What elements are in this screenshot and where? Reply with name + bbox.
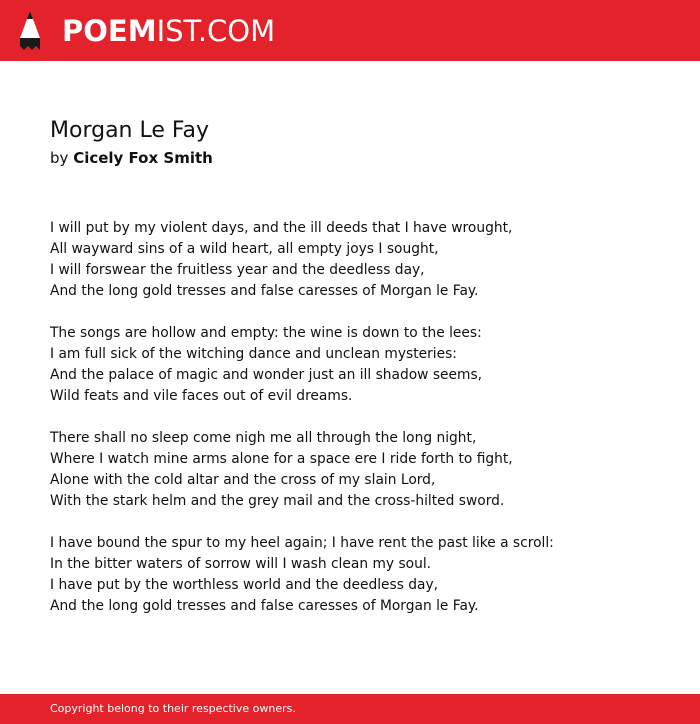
- poem-line: Alone with the cold altar and the cross of my slain Lord,: [50, 472, 436, 488]
- site-footer: [0, 694, 700, 724]
- poem-line: There shall no sleep come nigh me all through the long night,: [50, 430, 477, 446]
- poem-line: And the palace of magic and wonder just an ill shadow seems,: [50, 367, 483, 383]
- site-header: [0, 0, 700, 61]
- logo-text-bold: POEM: [62, 14, 157, 48]
- stanza-2: [50, 323, 670, 407]
- logo-text-light: IST.COM: [156, 14, 276, 48]
- poem-line: And the long gold tresses and false caresses of Morgan le Fay.: [50, 598, 479, 614]
- poem-line: In the bitter waters of sorrow will I wash clean my soul.: [50, 556, 432, 572]
- poem-line: All wayward sins of a wild heart, all empty joys I sought,: [50, 241, 439, 257]
- poem-line: I have put by the worthless world and the deedless day,: [50, 577, 439, 593]
- poem-line: I am full sick of the witching dance and unclean mysteries:: [50, 346, 457, 362]
- poem-title: Morgan Le Fay: [50, 118, 210, 143]
- poem-line: Wild feats and vile faces out of evil dreams.: [50, 388, 353, 404]
- poem-line: With the stark helm and the grey mail and the cross-hilted sword.: [50, 493, 505, 509]
- site-logo-text: [62, 14, 275, 48]
- poem-line: I will forswear the fruitless year and the deedless day,: [50, 262, 425, 278]
- poem-line: And the long gold tresses and false caresses of Morgan le Fay.: [50, 283, 479, 299]
- poem-body: [50, 218, 670, 617]
- stanza-4: [50, 533, 670, 617]
- byline: [50, 146, 670, 170]
- stanza-3: [50, 428, 670, 512]
- author-name: Cicely Fox Smith: [73, 149, 213, 167]
- stanza-1: [50, 218, 670, 302]
- by-label: by: [50, 149, 69, 167]
- pencil-tip-icon: [18, 10, 42, 52]
- poem-content: [50, 116, 670, 638]
- poem-line: The songs are hollow and empty: the wine is down to the lees:: [50, 325, 482, 341]
- copyright-notice: Copyright belong to their respective owners.: [50, 702, 296, 715]
- poem-line: I will put by my violent days, and the ill deeds that I have wrought,: [50, 220, 513, 236]
- poem-line: I have bound the spur to my heel again; I have rent the past like a scroll:: [50, 535, 554, 551]
- poem-line: Where I watch mine arms alone for a space ere I ride forth to fight,: [50, 451, 513, 467]
